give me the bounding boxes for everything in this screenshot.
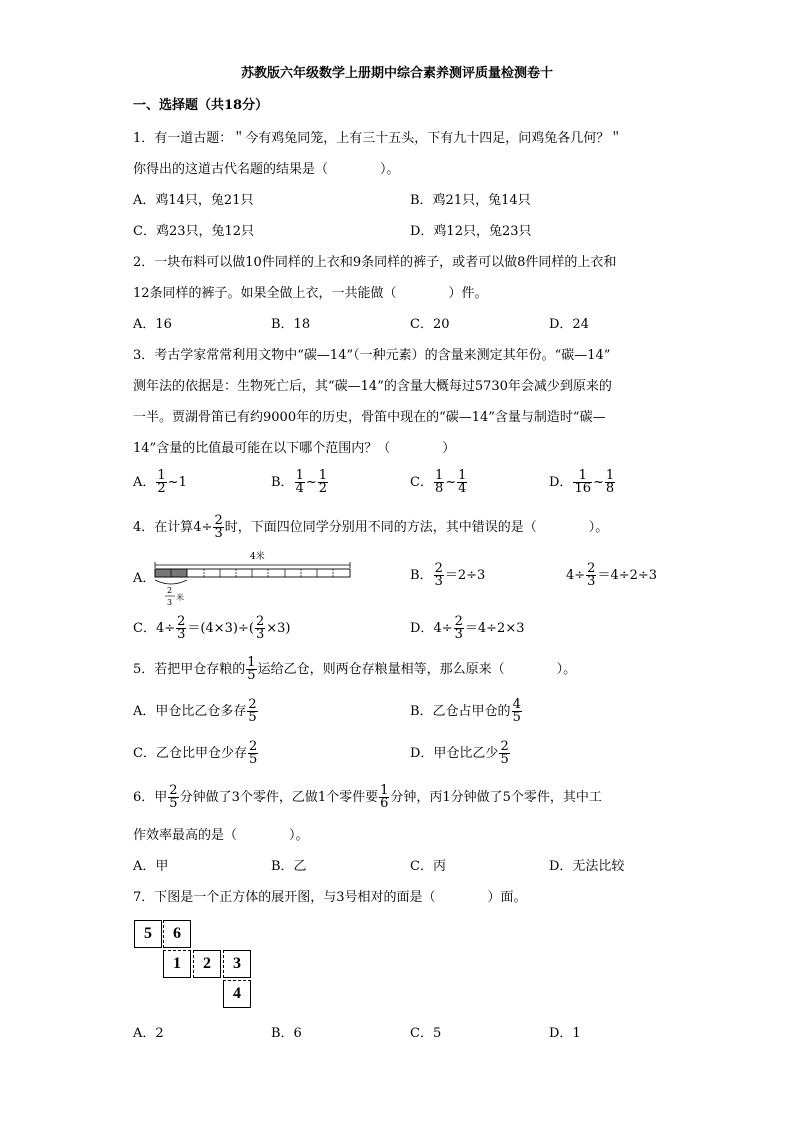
face-4: 4 [223,980,251,1008]
face-6: 6 [163,920,191,948]
q7-option-c[interactable]: C．5 [410,1026,442,1041]
fraction: $\frac{1}{8}$ [434,468,444,496]
fraction: $\frac{1}{4}$ [458,468,467,496]
q7-line1: 7．下图是一个正方体的展开图，与3号相对的面是（ ）面。 [133,890,527,905]
q3-option-c[interactable] [410,470,468,495]
q4-option-e[interactable]: 4÷ $\frac{2}{3}$ ＝4÷2÷3 [566,561,658,589]
q5-option-c[interactable]: C．乙仓比甲仓少存 $\frac{2}{5}$ [133,739,258,767]
q2-line2: 12条同样的裤子。如果全做上衣，一共能做（ ）件。 [133,286,488,301]
q3-option-d[interactable] [549,470,616,495]
q6-stem: 6．甲 $\frac{2}{5}$ 分钟做了3个零件，乙做1个零件要 $\frac{1}{6}$ 分钟，丙1分钟做了5个零件，其中工 [133,783,602,811]
tilde: ~ [305,475,317,490]
fraction: $\frac{1}{2}$ [157,468,166,496]
q7-option-d[interactable]: D．1 [549,1026,581,1041]
fraction: $\frac{1}{6}$ [380,783,389,811]
fraction: $\frac{1}{16}$ [574,468,591,496]
q2-option-b[interactable]: B．18 [271,317,311,332]
option-label: B． [271,475,294,490]
fraction: $\frac{2}{5}$ [169,783,178,811]
fraction: $\frac{2}{5}$ [248,697,257,725]
q1-option-b[interactable]: B．鸡21只，兔14只 [410,193,531,208]
face-2: 2 [193,950,221,978]
q3-line2: 测年法的依据是：生物死亡后，其“碳—14”的含量大概每过5730年会减少到原来的 [133,379,612,394]
q6-option-a[interactable]: A．甲 [133,859,169,874]
bar-frac-num: 2 [167,586,173,595]
tilde: ~ [592,475,604,490]
q7-option-b[interactable]: B．6 [271,1026,302,1041]
q3-line4: 14”含量的比值最可能在以下哪个范围内？（ ） [133,441,456,456]
q3-line1: 3．考古学家常常利用文物中“碳—14”（一种元素）的含量来测定其年份。“碳—14” [133,348,611,363]
option-label: C． [410,475,433,490]
bar-top-label: 4米 [250,552,265,562]
face-1: 1 [163,950,191,978]
q1-line1: 1．有一道古题：＂今有鸡兔同笼，上有三十五头，下有九十四足，问鸡兔各几何？＂ [133,131,623,146]
q7-option-a[interactable]: A．2 [133,1026,164,1041]
q2-option-a[interactable]: A．16 [133,317,172,332]
option-label: A． [133,475,156,490]
face-3: 3 [223,950,251,978]
tape-diagram [150,548,360,610]
q6-option-b[interactable]: B．乙 [271,859,307,874]
fraction: $\frac{1}{2}$ [318,468,328,496]
tilde: ~ [445,475,457,490]
q4-stem: 4．在计算4÷ $\frac{2}{3}$ 时，下面四位同学分别用不同的方法，其中错误的是（ ）。 [133,513,609,541]
fraction: $\frac{1}{4}$ [295,468,304,496]
fraction: $\frac{2}{5}$ [500,739,509,767]
range-end: ~1 [167,475,187,490]
q5-stem: 5．若把甲仓存粮的 $\frac{1}{5}$ 运给乙仓，则两仓存粮量相等，那么原来（ ）。 [133,655,577,683]
fraction: $\frac{1}{5}$ [247,655,256,683]
bar-frac-unit: 米 [176,593,184,602]
q4-option-a[interactable]: A． [133,571,156,586]
q3-option-b[interactable] [271,470,329,495]
fraction: $\frac{2}{3}$ [177,614,186,642]
q4-option-c[interactable]: C．4÷ $\frac{2}{3}$ ＝(4×3)÷( $\frac{2}{3}$ ×3) [133,614,291,642]
fraction: $\frac{2}{3}$ [434,561,443,589]
q6-option-d[interactable]: D．无法比较 [549,859,625,874]
face-5: 5 [134,920,162,948]
page-title: 苏教版六年级数学上册期中综合素养测评质量检测卷十 [240,66,553,81]
q5-option-d[interactable]: D．甲仓比乙少 $\frac{2}{5}$ [410,739,509,767]
fraction: $\frac{2}{3}$ [255,614,265,642]
fraction: $\frac{2}{5}$ [248,739,258,767]
fraction: $\frac{1}{8}$ [605,468,615,496]
q1-option-a[interactable]: A．鸡14只，兔21只 [133,193,254,208]
q3-line3: 一半。贾湖骨笛已有约9000年的历史，骨笛中现在的“碳—14”含量与制造时“碳— [133,410,606,425]
section-heading: 一、选择题（共18分） [133,98,269,113]
q5-option-a[interactable]: A．甲仓比乙仓多存 $\frac{2}{5}$ [133,697,257,725]
bar-frac-den: 3 [167,598,173,607]
fraction: $\frac{2}{3}$ [587,561,596,589]
q4-option-b[interactable]: B． $\frac{2}{3}$ ＝2÷3 [410,561,486,589]
fraction: $\frac{2}{3}$ [214,513,223,541]
q6-option-c[interactable]: C．丙 [410,859,446,874]
q2-option-c[interactable]: C．20 [410,317,450,332]
q1-option-c[interactable]: C．鸡23只，兔12只 [133,224,255,239]
q2-line1: 2．一块布料可以做10件同样的上衣和9条同样的裤子，或者可以做8件同样的上衣和 [133,255,617,270]
fraction: $\frac{2}{3}$ [454,614,463,642]
q4-option-d[interactable]: D．4÷ $\frac{2}{3}$ ＝4÷2×3 [410,614,525,642]
option-label: D． [549,475,573,490]
fraction: $\frac{4}{5}$ [512,697,521,725]
q1-line2: 你得出的这道古代名题的结果是（ ）。 [133,162,400,177]
q3-option-a[interactable] [133,470,187,495]
q2-option-d[interactable]: D．24 [549,317,589,332]
q1-option-d[interactable]: D．鸡12只，兔23只 [410,224,532,239]
q6-line2: 作效率最高的是（ ）。 [133,828,309,843]
q5-option-b[interactable]: B．乙仓占甲仓的 $\frac{4}{5}$ [410,697,521,725]
